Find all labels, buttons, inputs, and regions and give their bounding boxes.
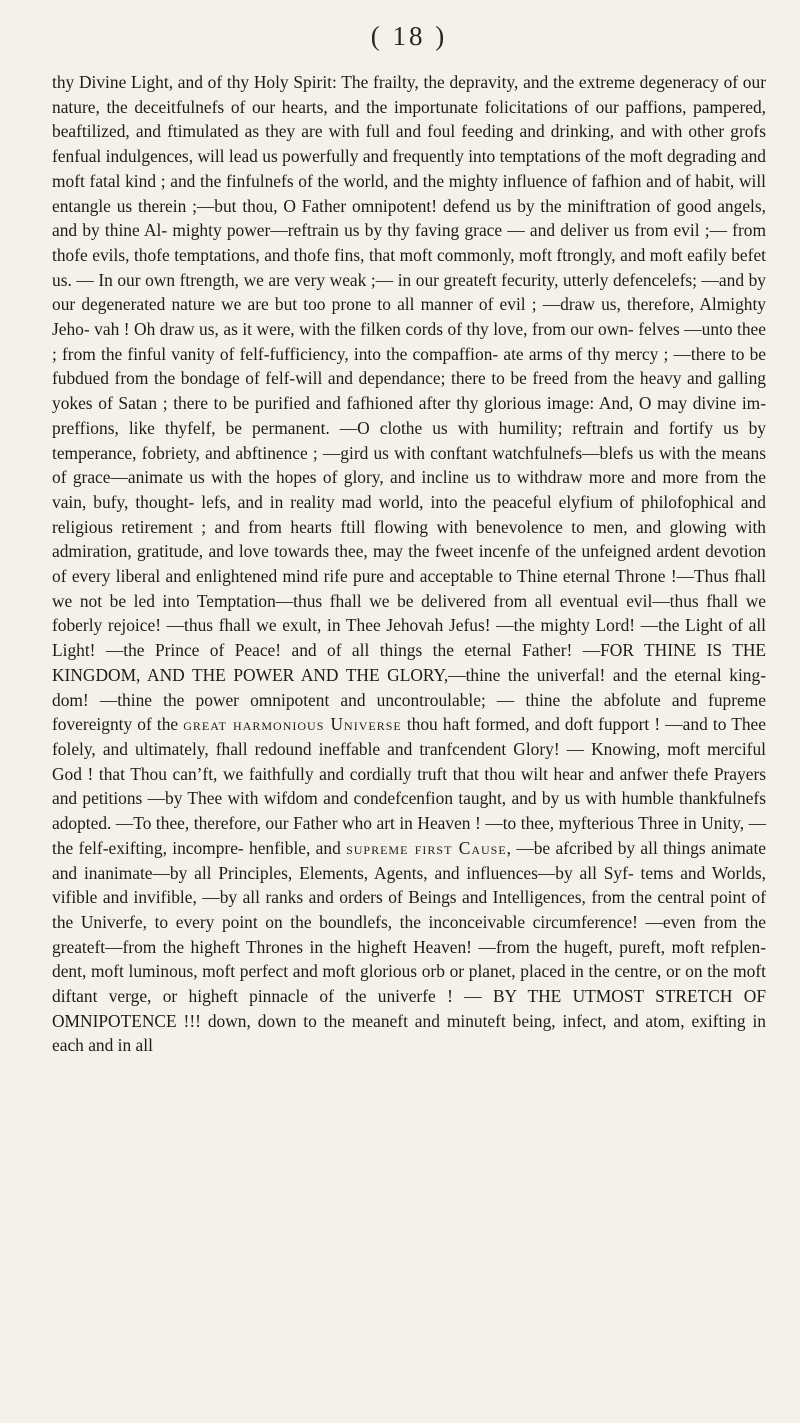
text-segment: thy Divine Light, and of thy Holy Spirit: The frailty, the depravity, and the extreme degeneracy of our nature, the deceitfulnefs of our hearts, and the importunate folicitations of our paffions, pampered, beaftilized, and ftimulated as they are with full and foul feeding and drinking, and with other grofs fenfual indulgences, will lead us powerfully and frequently into temptations of the moft degrading and moft fatal kind ; and the finfulnefs of the world, and the mighty influence of fafhion and of habit, will entangle us therein ;—but thou, O Father omnipotent! defend us by the miniftration of good angels, and by thine Al- mighty power—reftrain us by thy faving grace — and deliver us from evil ;— from thofe evils, thofe temptations, and thofe fins, that moft commonly, moft ftrongly, and moft eafily befet us. — In our own ftrength, we are very weak ;— in our greateft fecurity, utterly defencelefs; —and by our degenerated nature we are but too prone to all manner of evil ; —draw us, therefore, Almighty Jeho- vah ! Oh draw us, as it were, with the filken cords of thy love, from our own- felves —unto thee ; from the finful vanity of felf-fufficiency, into the compaffion- ate arms of thy mercy ; —there to be fubdued from the bondage of felf-will and dependance; there to be freed from the heavy and galling yokes of Satan ; there to be purified and fafhioned after thy glorious image: And, O may divine im- preffions, like thyfelf, be permanent. —O clothe us with humility; reftrain and fortify us by temperance, fobriety, and abftinence ; —gird us with conftant watchfulnefs—blefs us with the means of grace—animate us with the hopes of glory, and incline us to withdraw more and more from the vain, bufy, thought- lefs, and in reality mad world, into the peaceful elyfium of philofophical and religious retirement ; and from hearts ftill flowing with benevolence to men, and glowing with admiration, gratitude, and love towards thee, may the fweet incenfe of the unfeigned ardent devotion of every liberal and enlightened mind rife pure and acceptable to Thine eternal Throne !—Thus fhall we not be led into Temptation—thus fhall we be delivered from all eventual evil—thus fhall we foberly rejoice! —thus fhall we exult, in Thee Jehovah Jefus! —the mighty Lord! —the Light of all Light! —the Prince of Peace! and of all things the eternal Father! — — [52, 72, 766, 661]
text-segment: thou haft formed, and doft fupport ! —and to Thee folely, and ultimately, fhall redound ineffable and tranfcendent Glory! — Knowing, moft merciful God ! that Thou can’ft, we faithfully and cordially truft that thou wilt hear and anfwer thefe Prayers and petitions —by Thee with wifdom and condefcenfion taught, and by us with humble thankfulnefs adopted. —To thee, therefore, our Father who art in Heaven ! —to thee, myfterious Three in Unity, —the felf-exifting, incompre- henfible, and — [52, 714, 766, 858]
text-segment: down, down to the meaneft and minuteft being, infect, and atom, exifting in each and in all — [52, 1010, 766, 1056]
emphasis-text: supreme first Cause — [346, 837, 507, 858]
text-segment: , —be afcribed by all things animate and inanimate—by all Principles, Elements, Agents, and influences—by all Syf- tems and Worlds, vifible and invifible, —by all ranks and orders of Beings and Intelligences, from the central point of the Univerfe, to every point on the boundlefs, the inconceivable circumference! —even from the greateft—from the higheft Thrones in the higheft Heaven! —from the hugeft, pureft, moft refplen- dent, moft luminous, moft perfect and moft glorious orb or planet, placed in the centre, or on the moft diftant verge, or higheft pinnacle of the univerfe ! — — [52, 837, 766, 1007]
emphasis-text: FOR THINE IS THE KINGDOM, AND THE POWER AND THE GLORY, — [52, 640, 767, 685]
body-text — [52, 70, 766, 1058]
page-number: ( 18 ) — [370, 21, 448, 51]
emphasis-text: great harmonious Universe — [183, 714, 402, 735]
emphasis-text: BY THE UTMOST STRETCH OF OMNIPOTENCE !!! — [52, 986, 767, 1031]
text-segment: —thine the univerfal! and the eternal king- dom! —thine the power omnipotent and uncontroulable; — thine the abfolute and fupreme fovereignty of the — [52, 664, 766, 735]
